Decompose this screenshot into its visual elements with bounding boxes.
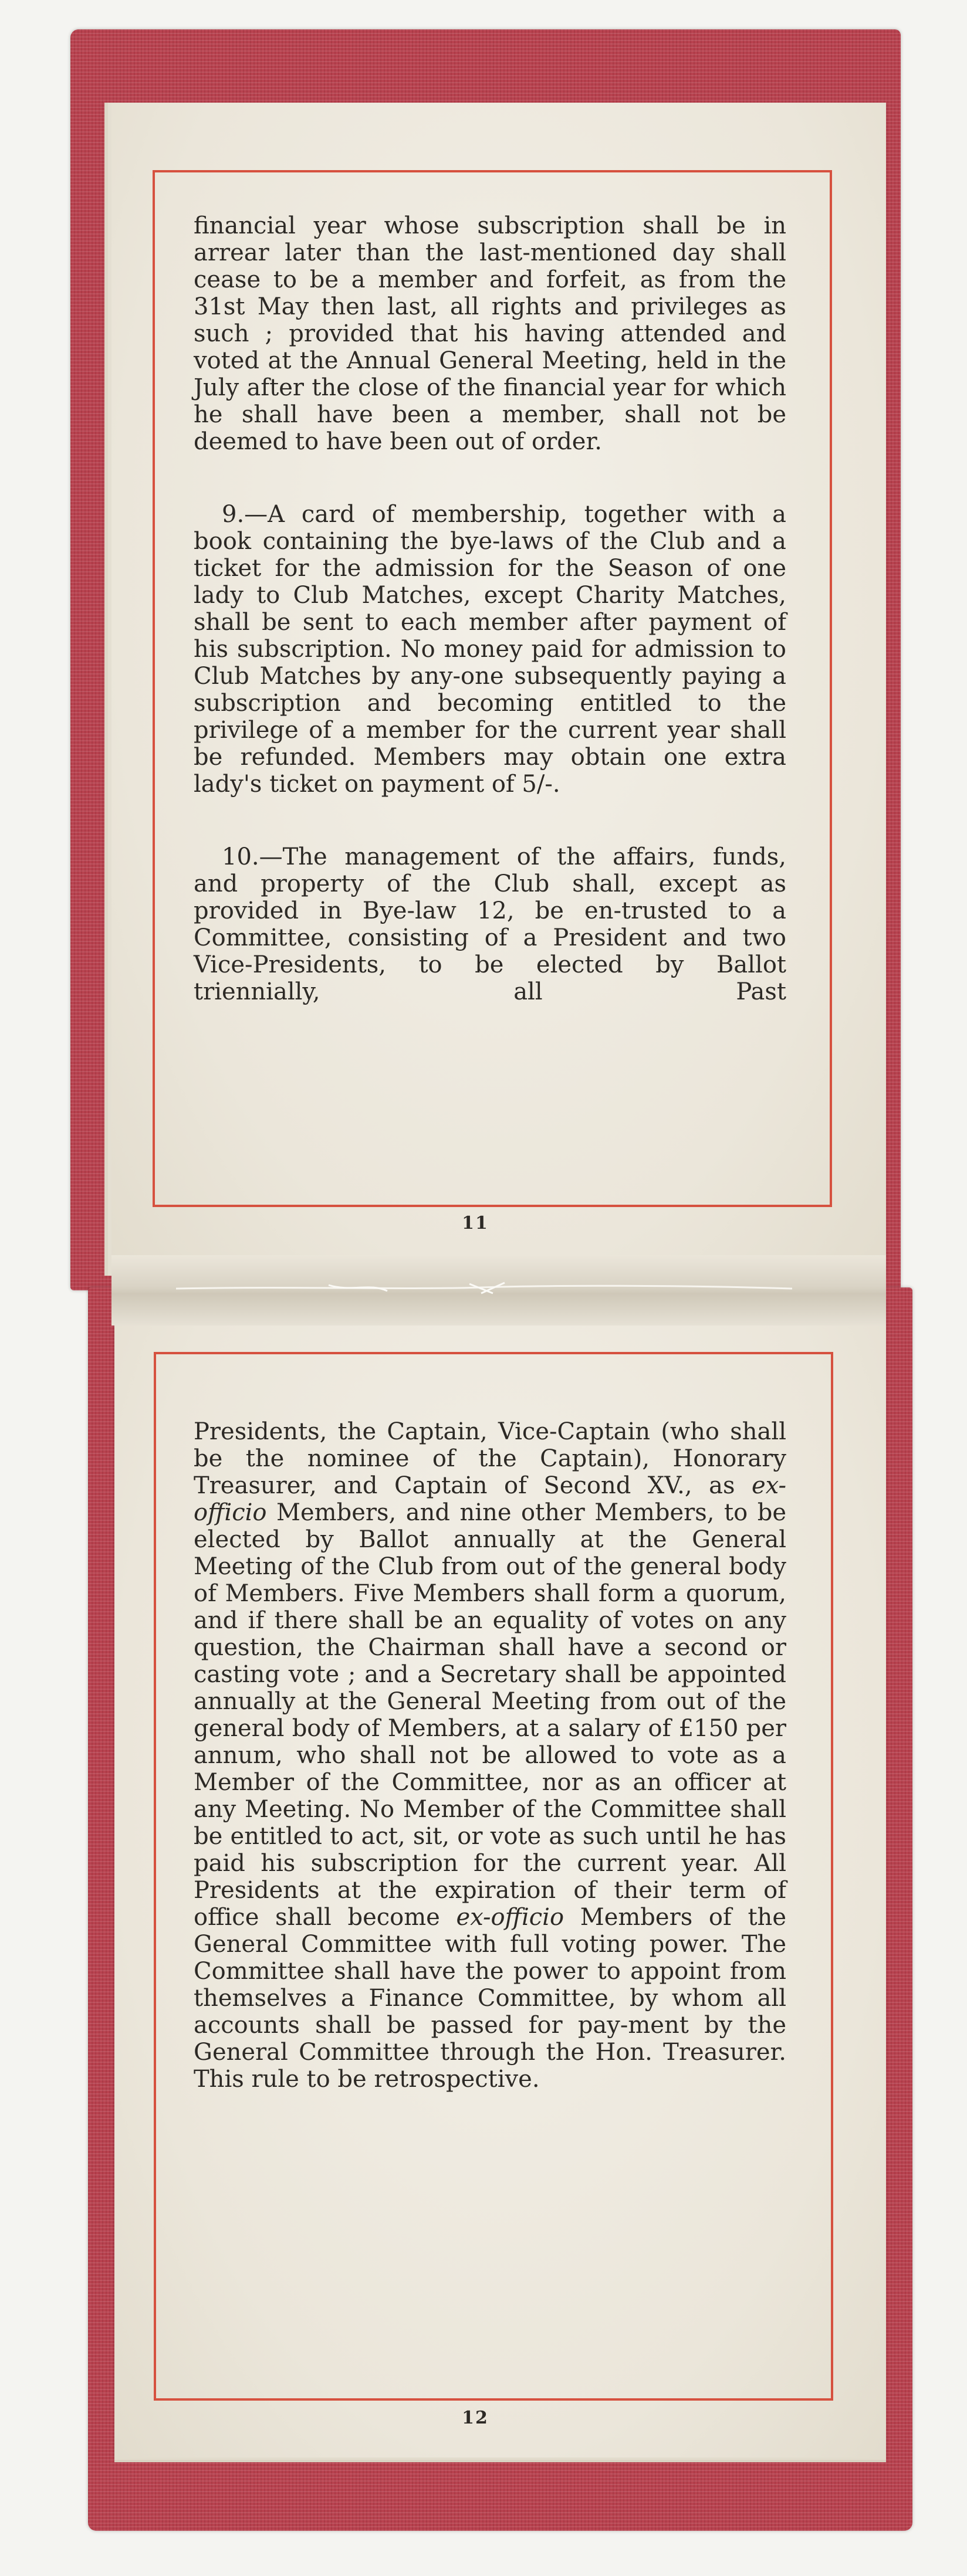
page-number-11: 11	[462, 1213, 489, 1233]
paragraph-8-continued: financial year whose subscription shall be in arrear later than the last-mentioned day shall cease to be a member and forfeit, as from the 31st May then last, all rights and privileges as such ; provided that his having attended and voted at the Annual General Meeting, held in the July after the close of the financial year for which he shall have been a member, shall not be deemed to have been out of order.	[194, 212, 786, 455]
page-number-12: 12	[462, 2408, 489, 2428]
binding-thread	[176, 1282, 792, 1294]
paragraph-10-continued: Presidents, the Captain, Vice-Captain (who shall be the nominee of the Captain), Honorary Treasurer, and Captain of Second XV., as ex-officio Members, and nine other Members, to be elected by Ballot annually at the General Meeting of the Club from out of the general body of Members. Five Members shall form a quorum, and if there shall be an equality of votes on any question, the Chairman shall have a second or casting vote ; and a Secretary shall be appointed annually at the General Meeting from out of the general body of Members, at a salary of £150 per annum, who shall not be allowed to vote as a Member of the Committee, nor as an officer at any Meeting. No Member of the Committee shall be entitled to act, sit, or vote as such until he has paid his subscription for the current year. All Presidents at the expiration of their term of office shall become ex-officio Members of the General Committee with full voting power. The Committee shall have the power to appoint from themselves a Finance Committee, by whom all accounts shall be passed for pay-ment by the General Committee through the Hon. Treasurer. This rule to be retrospective.	[194, 1418, 786, 2093]
ex-officio-italic: ex-officio	[456, 1904, 564, 1931]
page-11-body	[194, 212, 786, 1005]
paragraph-10: 10.—The management of the affairs, funds, and property of the Club shall, except as provided in Bye-law 12, be en-trusted to a Committee, consisting of a President and two Vice-Presidents, to be elected by Ballot triennially, all Past	[194, 843, 786, 1005]
ex-officio-italic: ex-officio	[194, 1472, 786, 1526]
page-12-body	[194, 1418, 786, 2093]
paragraph-9: 9.—A card of membership, together with a book containing the bye-laws of the Club and a ticket for the admission for the Season of one lady to Club Matches, except Charity Matches, shall be sent to each member after payment of his subscription. No money paid for admission to Club Matches by any-one subsequently paying a subscription and becoming entitled to the privilege of a member for the current year shall be refunded. Members may obtain one extra lady's ticket on payment of 5/-.	[194, 501, 786, 798]
